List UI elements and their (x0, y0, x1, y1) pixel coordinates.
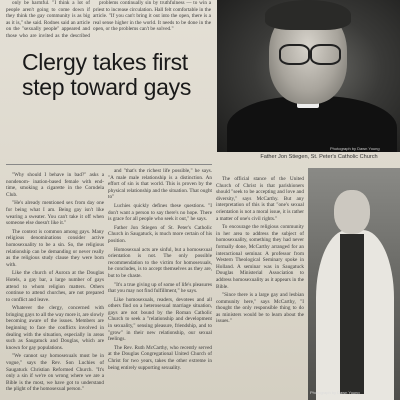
photo-credit: Photograph by Dawn Young (330, 146, 380, 151)
text-column-top-middle (93, 0, 211, 40)
paragraph: Like homosexuals, readers, devotees and all others find on a heterosexual marriage situation, gays are not bound by the Roman Catholic Church to seek a "relationship and development in sexuality," sensing pleasure, friendship, and to "grow" in their new relationship, our sexual feelings. (108, 296, 212, 343)
stole (340, 234, 364, 394)
paragraph: "Since there is a large gay and lesbian community here," says McCarthy, "I thought the only responsible thing to do as ministers would be to learn about the issues." (216, 292, 304, 325)
text-column-b (108, 168, 212, 400)
paragraph: "Why should I behave in bad?" asks a nondenom- ination-based female with end-time, smoking a cigarette in the Corndela Club. (6, 172, 104, 198)
paragraph: "It's a true giving up of some of life's pleasures that you may not find fulfillment," he says. (108, 281, 212, 295)
text-column-c (216, 176, 304, 400)
paragraph: and "that's the richest life possible," he says. "A male male relationship is a distinction. An effort of sin is that world. This is proven by the physical relationship and the situation. That ought to" (108, 168, 212, 201)
paragraph: The Rev. Ruth McCarthy, who recently served at the Douglas Congregational United Church of Christ for two years, takes the other extreme in being entirely supporting sexuality. (108, 344, 212, 371)
article-headline: Clergy takes first step toward gays (22, 49, 192, 100)
text-column-a (6, 172, 104, 400)
paragraph: Whatever the clergy, concerned with bringing gays to all the way more it, are slowly becoming aware of the issues. Members are beginning to face the conflicts involved in dealing with the situation, especially in areas such as Saugatuck and Douglas, which are known for gay populations. (6, 305, 104, 351)
minister-head (334, 190, 370, 234)
glasses-icon (275, 44, 341, 62)
paragraph: Luchies quickly defines these questions. "I don't want a person to say there's no hope. There is grace for all people who seek it out," he says. (108, 202, 212, 223)
paragraph: The context is common among gays. Many religious denominations consider active homosexuality to be a sin. So, the religious relationship can be demanding or never really as the religious study clause they were born with. (6, 228, 104, 268)
paragraph: Father Jon Stiegen of St. Peter's Catholic Church in Saugatuck, is much more certain of his position. (108, 224, 212, 244)
priest-portrait-photo (217, 0, 400, 152)
paragraph: "He's already mentioned sex from day one for being what I am. Being gay isn't like wearing a sweater. You can't take it off when someone else doesn't like it." (6, 200, 104, 227)
portrait-hair (265, 0, 351, 30)
paragraph: Like the church of Aurora at the Douglas Hotels, a gay bar, a large number of gays attend to whom religion matters. Others continue to attend churches, are not prepared to conflict and leave. (6, 270, 104, 303)
paragraph: "We cannot say homosexuals must be in vogue," says the Rev. Son Luchies of Saugatuck Christian Reformed Church. "It's only a sin if we're on wrong where we are a Bible is the most, we have got to understand the plight of the homosexual person." (6, 353, 104, 393)
photo-caption: Father Jon Stiegen, St. Peter's Catholic Church (260, 154, 378, 160)
paragraph: The official stance of the United Church of Christ is that parishioners should "seek to be accepting and love and diversity," says McCarthy. But any interpretation of this is that "one's sexual orientation is not a moral issue, it is rather a matter of one's civil rights." (216, 176, 304, 222)
photo-credit: Photograph by Dawn Young (310, 390, 360, 395)
paragraph: Homosexual acts are sinful, but a homosexual orientation is not. The only possible recommendation to the victim for homosexuals, he concludes, is to accept themselves as they are, but to be chaste. (108, 246, 212, 279)
paragraph: To encourage the religious community in her area to address the subject of homosexuality, something they had never formally done, McCarthy arranged for an interactional seminar. A professor from Western Theological Seminary spoke in Holland. A seminar was in Saugatuck Douglas Ministerial Association to address homosexuality as it appears in the Bible. (216, 224, 304, 290)
divider (6, 164, 212, 165)
minister-photo (308, 168, 400, 400)
text-column-top-left (6, 0, 90, 40)
paragraph: problems continually sin by truthfulness — to win a priest to increase circulation. Hall felt comfortable in the article. "If you can't bring it out into the open, there is a real sense higher in the world. It needs to be done in the open, or the problems can't be solved." (93, 0, 211, 33)
paragraph: only be harmful. "I think a lot of people aren't going to come down if they think the gay community is as big as it is," she said. Rodnes said an article on the "sexually people" appeared and those who are invited as the described (6, 0, 90, 39)
